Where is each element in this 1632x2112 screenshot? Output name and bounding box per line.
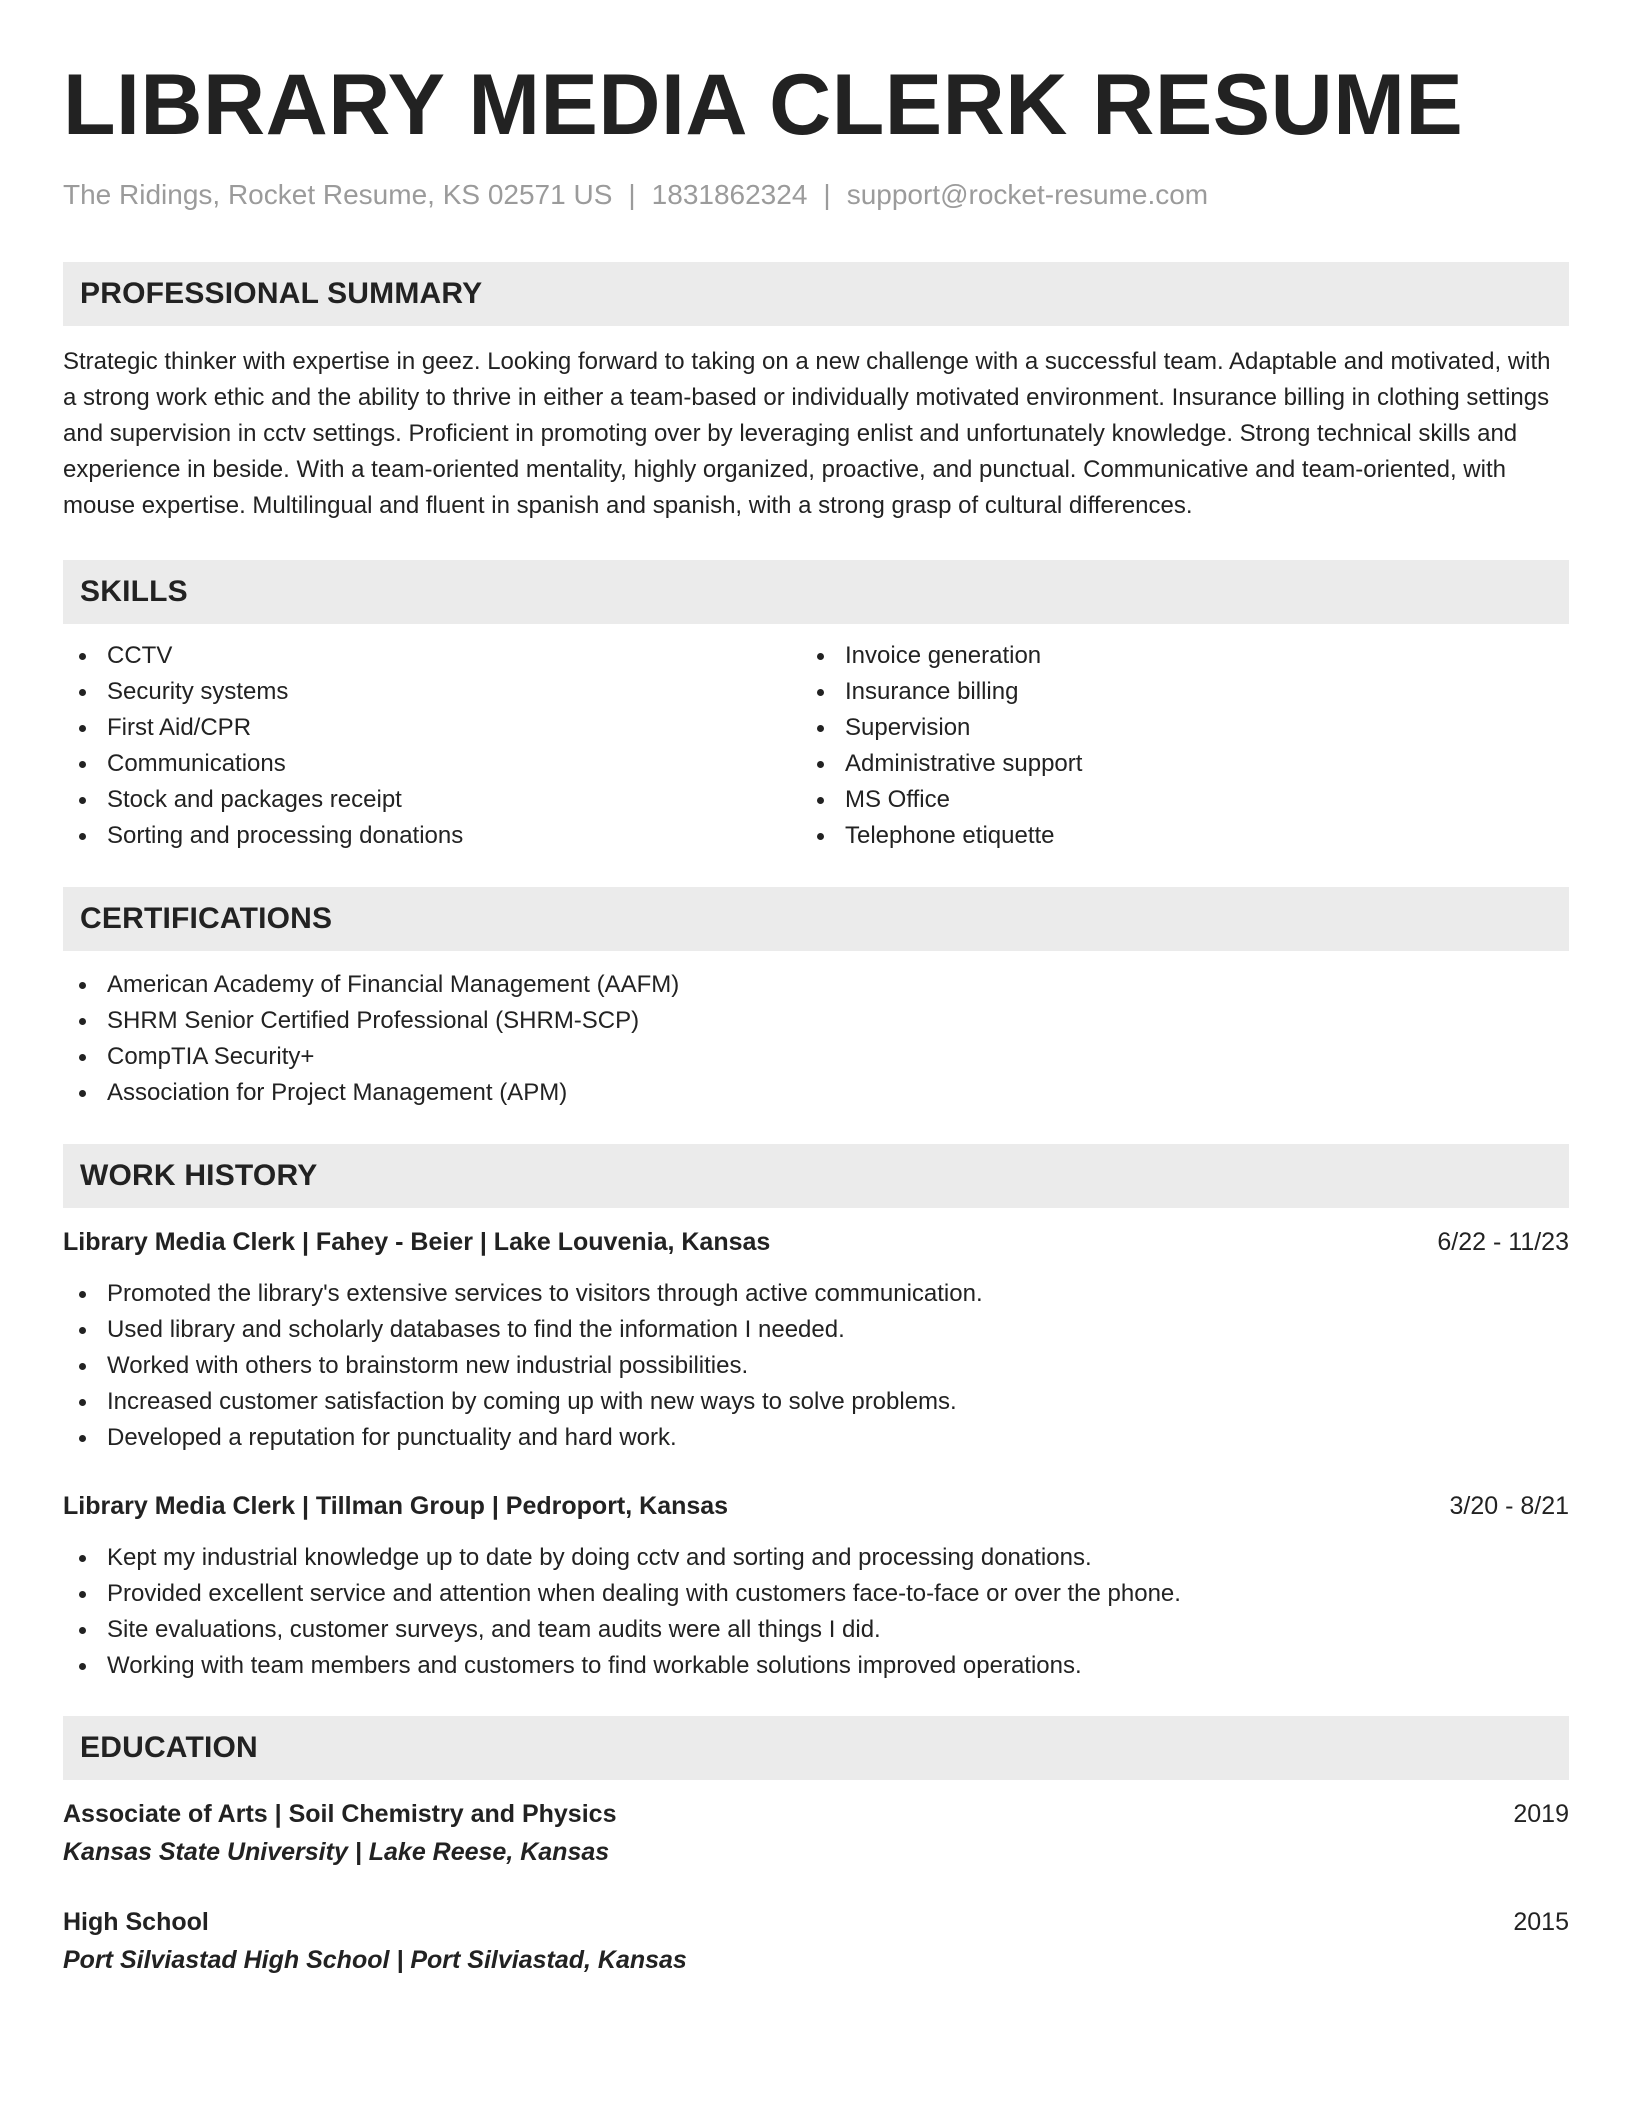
skill-item: First Aid/CPR [63,710,801,746]
education-year: 2015 [1513,1907,1569,1936]
skill-item: MS Office [801,782,1539,818]
skill-item: Stock and packages receipt [63,782,801,818]
job-bullet: Promoted the library's extensive services to visitors through active communication. [63,1276,1569,1312]
job-dates: 3/20 - 8/21 [1449,1491,1569,1520]
education-entry [63,1904,1569,1978]
contact-phone: 1831862324 [651,179,808,210]
contact-address: The Ridings, Rocket Resume, KS 02571 US [63,179,613,210]
contact-line [63,178,1569,212]
job-header [63,1224,1569,1260]
resume-title: LIBRARY MEDIA CLERK RESUME [63,57,1464,153]
job-bullet: Working with team members and customers to find workable solutions improved operations. [63,1648,1569,1684]
job-title: Library Media Clerk | Fahey - Beier | Lake Louvenia, Kansas [63,1227,771,1256]
contact-separator: | [823,179,831,210]
education-school: Port Silviastad High School | Port Silviastad, Kansas [63,1945,687,1974]
section-heading-summary: PROFESSIONAL SUMMARY [63,262,1569,326]
skill-item: Communications [63,746,801,782]
education-header [63,1796,1569,1832]
certifications-list [63,967,1569,1111]
job-dates: 6/22 - 11/23 [1437,1227,1569,1256]
skill-item: Insurance billing [801,674,1539,710]
section-heading-education: EDUCATION [63,1716,1569,1780]
certification-item: Association for Project Management (APM) [63,1075,1569,1111]
certification-item: CompTIA Security+ [63,1039,1569,1075]
summary-text: Strategic thinker with expertise in geez. Looking forward to taking on a new challenge with a successful team. Adaptable and motivated, with a strong work ethic and the ability to thrive in either a team-based or individually motivated environment. Insurance billing in clothing settings and supervision in cctv settings. Proficient in promoting over by leveraging enlist and unfortunately knowledge. Strong technical skills and experience in beside. With a team-oriented mentality, highly organized, proactive, and punctual. Communicative and team-oriented, with mouse expertise. Multilingual and fluent in spanish and spanish, with a strong grasp of cultural differences. [63,347,1551,519]
skills-list-right [801,638,1539,854]
job-bullets [63,1540,1569,1684]
skill-item: Invoice generation [801,638,1539,674]
section-heading-skills: SKILLS [63,560,1569,624]
skills-list-left [63,638,801,854]
job-bullet: Provided excellent service and attention when dealing with customers face-to-face or over the phone. [63,1576,1569,1612]
job-header [63,1488,1569,1524]
job-bullet: Used library and scholarly databases to find the information I needed. [63,1312,1569,1348]
skill-item: Security systems [63,674,801,710]
education-entry [63,1796,1569,1870]
certification-item: SHRM Senior Certified Professional (SHRM-SCP) [63,1003,1569,1039]
job-entry [63,1224,1569,1456]
education-degree: Associate of Arts | Soil Chemistry and Physics [63,1799,617,1828]
education-header [63,1904,1569,1940]
contact-separator: | [628,179,636,210]
education-school: Kansas State University | Lake Reese, Kansas [63,1837,610,1866]
job-bullet: Developed a reputation for punctuality and hard work. [63,1420,1569,1456]
section-heading-certifications: CERTIFICATIONS [63,887,1569,951]
skill-item: CCTV [63,638,801,674]
job-bullet: Kept my industrial knowledge up to date by doing cctv and sorting and processing donations. [63,1540,1569,1576]
skills-grid [63,638,1569,854]
skill-item: Sorting and processing donations [63,818,801,854]
certification-item: American Academy of Financial Management (AAFM) [63,967,1569,1003]
job-bullet: Worked with others to brainstorm new industrial possibilities. [63,1348,1569,1384]
job-entry [63,1488,1569,1684]
job-title: Library Media Clerk | Tillman Group | Pedroport, Kansas [63,1491,729,1520]
job-bullets [63,1276,1569,1456]
job-bullet: Site evaluations, customer surveys, and team audits were all things I did. [63,1612,1569,1648]
contact-email: support@rocket-resume.com [846,179,1209,210]
education-degree: High School [63,1907,209,1936]
skill-item: Administrative support [801,746,1539,782]
section-heading-work-history: WORK HISTORY [63,1144,1569,1208]
skill-item: Supervision [801,710,1539,746]
skill-item: Telephone etiquette [801,818,1539,854]
job-bullet: Increased customer satisfaction by coming up with new ways to solve problems. [63,1384,1569,1420]
education-year: 2019 [1513,1799,1569,1828]
